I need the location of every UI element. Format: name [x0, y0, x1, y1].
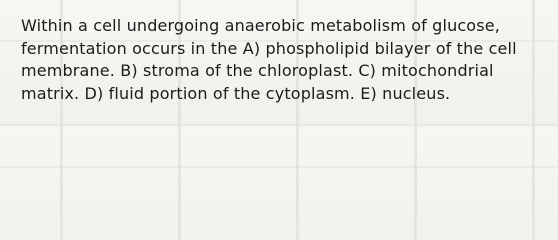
question-text: Within a cell undergoing anaerobic metabolism of glucose, fermentation occurs in the A) phospholipid bilayer of the cell membrane. B) stroma of the chloroplast. C) mitochondrial matrix. D) fluid portion of the cytoplasm. E) nucleus. [21, 16, 517, 103]
